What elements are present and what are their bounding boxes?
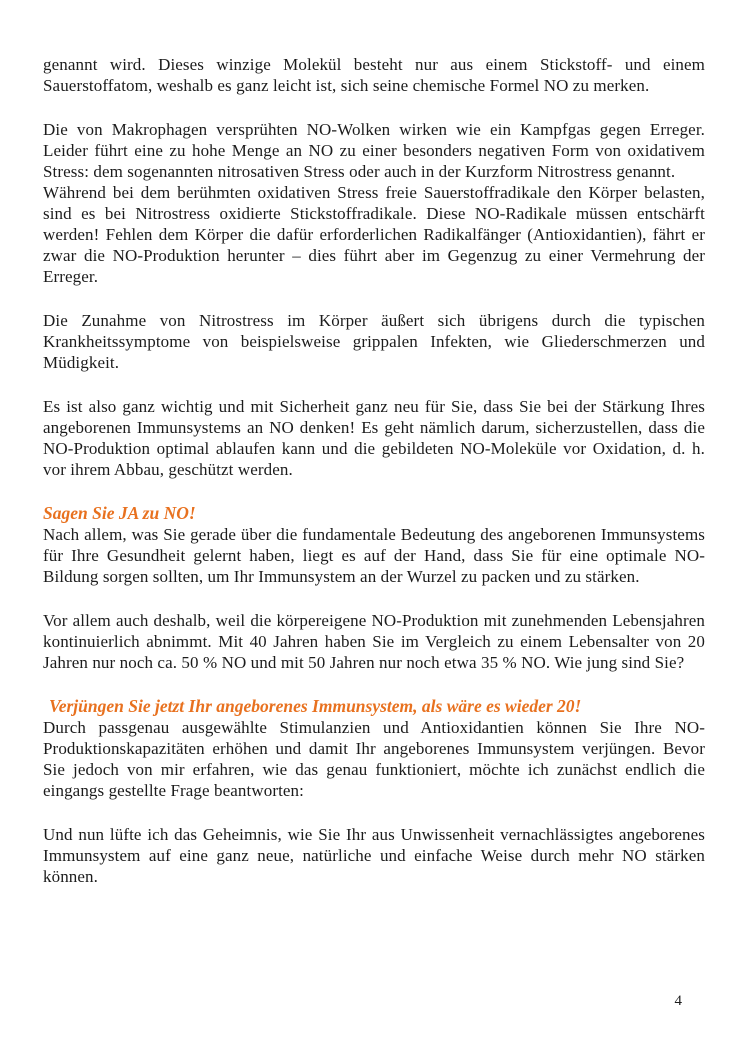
paragraph-stimulanzien: Durch passgenau ausgewählte Stimulanzien und Antioxidantien können Sie Ihre NO-Produktionskapazitäten erhöhen und damit Ihr angeborenes Immunsystem verjüngen. Bevor Sie jedoch von mir erfahren, wie das genau funktioniert, möchte ich zunächst endlich die eingangs gestellte Frage beantworten: [43,718,705,800]
paragraph-no-decline-with-age: Vor allem auch deshalb, weil die körpereigene NO-Produktion mit zunehmenden Lebensjahren kontinuierlich abnimmt. Mit 40 Jahren haben Sie im Vergleich zu einem Lebensalter von 20 Jahren nur noch ca. 50 % NO und mit 50 Jahren nur noch etwa 35 % NO. Wie jung sind Sie? [43,611,705,672]
paragraph-intro-molecule: genannt wird. Dieses winzige Molekül besteht nur aus einem Stickstoff- und einem Sauerstoffatom, weshalb es ganz leicht ist, sich seine chemische Formel NO zu merken. [43,55,705,95]
paragraph-geheimnis: Und nun lüfte ich das Geheimnis, wie Sie Ihr aus Unwissenheit vernachlässigtes angeborenes Immunsystem auf eine ganz neue, natürliche und einfache Weise durch mehr NO stärken können. [43,825,705,886]
document-content [43,54,705,910]
paragraph-symptoms: Die Zunahme von Nitrostress im Körper äußert sich übrigens durch die typischen Krankheitssymptome von beispielsweise grippalen Infekten, wie Gliederschmerzen und Müdigkeit. [43,311,705,372]
paragraph-no-protection: Es ist also ganz wichtig und mit Sicherheit ganz neu für Sie, dass Sie bei der Stärkung Ihres angeborenen Immunsystems an NO denken! Es geht nämlich darum, sicherzustellen, dass die NO-Produktion optimal ablaufen kann und die gebildeten NO-Moleküle vor Oxidation, d. h. vor ihrem Abbau, geschützt werden. [43,397,705,479]
paragraph-nitrostress-radicals: Während bei dem berühmten oxidativen Stress freie Sauerstoffradikale den Körper belasten, sind es bei Nitrostress oxidierte Stickstoffradikale. Diese NO-Radikale müssen entschärft werden! Fehlen dem Körper die dafür erforderlichen Radikalfänger (Antioxidantien), fährt er zwar die NO-Produktion herunter – dies führt aber im Gegenzug zu einer Vermehrung der Erreger. [43,183,705,286]
page-number: 4 [674,993,682,1009]
section-heading-verjuengen: Verjüngen Sie jetzt Ihr angeborenes Immunsystem, als wäre es wieder 20! [49,696,582,716]
paragraph-nitrostress-intro: Die von Makrophagen versprühten NO-Wolken wirken wie ein Kampfgas gegen Erreger. Leider führt eine zu hohe Menge an NO zu einer besonders negativen Form von oxidativem Stress: dem sogenannten nitrosativen Stress oder auch in der Kurzform Nitrostress genannt. [43,120,705,181]
section-heading-ja-zu-no: Sagen Sie JA zu NO! [43,503,196,523]
paragraph-no-bildung: Nach allem, was Sie gerade über die fundamentale Bedeutung des angeborenen Immunsystems für Ihre Gesundheit gelernt haben, liegt es auf der Hand, dass Sie für eine optimale NO-Bildung sorgen sollten, um Ihr Immunsystem an der Wurzel zu packen und zu stärken. [43,525,705,586]
